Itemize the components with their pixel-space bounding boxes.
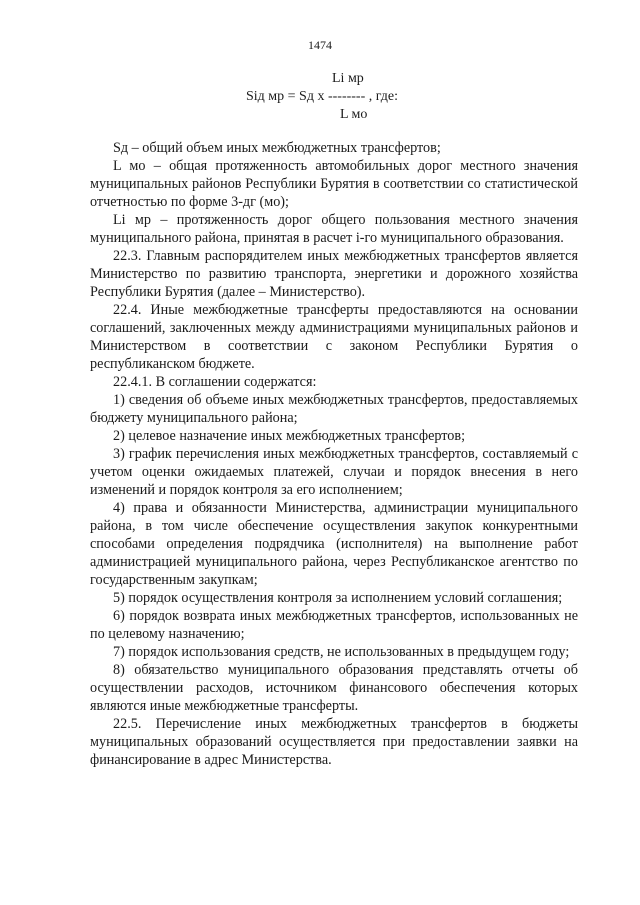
definition-l-mo: L мо – общая протяженность автомобильных дорог местного значения муниципальных районов Республики Бурятия в соответствии со статистической отчетностью по форме 3-дг (мо); (90, 158, 578, 210)
clause-22-4: 22.4. Иные межбюджетные трансферты предоставляются на основании соглашений, заключенных между администрациями муниципальных районов и Министерством в соответствии с законом Республики Бурятия о республиканском бюджете. (90, 302, 578, 372)
definition-sd: Sд – общий объем иных межбюджетных трансфертов; (113, 140, 441, 156)
clause-22-4-1: 22.4.1. В соглашении содержатся: (113, 374, 317, 390)
list-item-8: 8) обязательство муниципального образования представлять отчеты об осуществлении расходов, источником финансового обеспечения которых являются иные межбюджетные трансферты. (90, 662, 578, 714)
list-item-7: 7) порядок использования средств, не использованных в предыдущем году; (113, 644, 570, 660)
formula-numerator: Li мр (332, 71, 364, 86)
list-item-1: 1) сведения об объеме иных межбюджетных трансфертов, предоставляемых бюджету муниципального района; (90, 392, 578, 426)
clause-22-5: 22.5. Перечисление иных межбюджетных трансфертов в бюджеты муниципальных образований осуществляется при предоставлении заявки на финансирование в адрес Министерства. (90, 716, 578, 768)
definition-li-mr: Li мр – протяженность дорог общего пользования местного значения муниципального района, принятая в расчет i-го муниципального образования. (90, 212, 578, 246)
list-item-2: 2) целевое назначение иных межбюджетных трансфертов; (113, 428, 466, 444)
clause-22-3: 22.3. Главным распорядителем иных межбюджетных трансфертов является Министерство по развитию транспорта, энергетики и дорожного хозяйства Республики Бурятия (далее – Министерство). (90, 248, 578, 300)
document-body (90, 139, 578, 769)
formula-main-line: Siд мр = Sд x -------- , где: (246, 89, 399, 104)
list-item-6: 6) порядок возврата иных межбюджетных трансфертов, использованных не по целевому назначению; (90, 608, 578, 642)
formula-denominator: L мо (340, 107, 368, 122)
list-item-3: 3) график перечисления иных межбюджетных трансфертов, составляемый с учетом оценки ожидаемых платежей, случаи и порядок внесения в него изменений и порядок контроля за его исполнением; (90, 446, 578, 498)
list-item-5: 5) порядок осуществления контроля за исполнением условий соглашения; (113, 590, 563, 606)
page-number: 1474 (308, 38, 332, 52)
list-item-4: 4) права и обязанности Министерства, администрации муниципального района, в том числе обеспечение осуществления закупок конкурентными способами определения подрядчика (исполнителя) на выполнение работ администрацией муниципального района, через Республиканское агентство по государственным закупкам; (90, 500, 578, 588)
